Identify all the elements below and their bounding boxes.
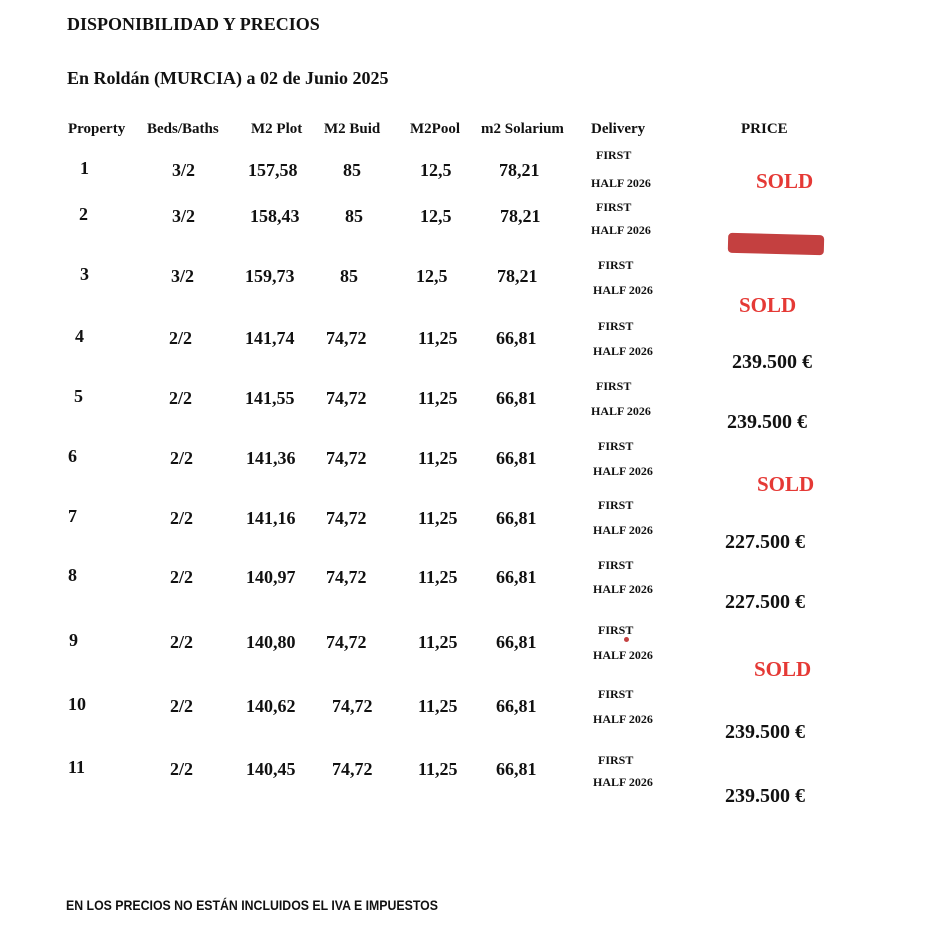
status-sold: SOLD bbox=[756, 169, 814, 193]
cell-m2-solarium: 66,81 bbox=[496, 567, 537, 587]
cell-m2-solarium: 66,81 bbox=[496, 328, 537, 348]
header-delivery: Delivery bbox=[591, 121, 646, 137]
cell-delivery-line1: FIRST bbox=[598, 753, 634, 767]
cell-m2-solarium: 66,81 bbox=[496, 508, 537, 528]
cell-m2-build: 74,72 bbox=[326, 508, 367, 528]
header-m2-build: M2 Buid bbox=[324, 121, 381, 137]
status-sold: SOLD bbox=[739, 293, 797, 317]
cell-m2-build: 74,72 bbox=[332, 696, 373, 716]
cell-delivery-line2: HALF 2026 bbox=[591, 223, 651, 237]
cell-m2-build: 85 bbox=[345, 206, 363, 226]
cell-m2-pool: 11,25 bbox=[418, 632, 458, 652]
cell-m2-pool: 12,5 bbox=[420, 206, 452, 226]
cell-delivery-line2: HALF 2026 bbox=[593, 712, 653, 726]
cell-m2-build: 74,72 bbox=[326, 567, 367, 587]
cell-delivery-line2: HALF 2026 bbox=[593, 775, 653, 789]
cell-m2-solarium: 78,21 bbox=[497, 266, 538, 286]
cell-beds-baths: 2/2 bbox=[170, 632, 194, 652]
cell-m2-pool: 11,25 bbox=[418, 448, 458, 468]
cell-property: 8 bbox=[68, 565, 77, 585]
cell-delivery-line1: FIRST bbox=[598, 319, 634, 333]
header-m2-pool: M2Pool bbox=[410, 121, 460, 137]
cell-delivery-line1: FIRST bbox=[598, 258, 634, 272]
cell-delivery-line2: HALF 2026 bbox=[593, 344, 653, 358]
cell-delivery-line2: HALF 2026 bbox=[593, 464, 653, 478]
cell-m2-plot: 141,55 bbox=[245, 388, 295, 408]
cell-m2-build: 85 bbox=[343, 160, 361, 180]
cell-property: 9 bbox=[69, 630, 78, 650]
cell-delivery-line1: FIRST bbox=[598, 439, 634, 453]
cell-m2-plot: 140,45 bbox=[246, 759, 296, 779]
cell-property: 10 bbox=[68, 694, 86, 714]
cell-m2-plot: 141,74 bbox=[245, 328, 295, 348]
cell-m2-plot: 140,80 bbox=[246, 632, 296, 652]
cell-m2-plot: 157,58 bbox=[248, 160, 298, 180]
cell-m2-solarium: 66,81 bbox=[496, 759, 537, 779]
cell-m2-build: 85 bbox=[340, 266, 358, 286]
cell-m2-pool: 11,25 bbox=[418, 508, 458, 528]
cell-m2-solarium: 78,21 bbox=[500, 206, 541, 226]
cell-beds-baths: 2/2 bbox=[170, 759, 194, 779]
cell-m2-solarium: 66,81 bbox=[496, 448, 537, 468]
cell-delivery-line2: HALF 2026 bbox=[593, 648, 653, 662]
cell-m2-plot: 140,97 bbox=[246, 567, 296, 587]
cell-m2-pool: 12,5 bbox=[420, 160, 452, 180]
cell-m2-plot: 140,62 bbox=[246, 696, 296, 716]
cell-beds-baths: 2/2 bbox=[170, 696, 194, 716]
cell-m2-pool: 11,25 bbox=[418, 759, 458, 779]
cell-delivery-line2: HALF 2026 bbox=[591, 404, 651, 418]
cell-m2-solarium: 66,81 bbox=[496, 696, 537, 716]
header-m2-solarium: m2 Solarium bbox=[481, 121, 564, 137]
document-title: DISPONIBILIDAD Y PRECIOS bbox=[67, 14, 320, 34]
status-sold: SOLD bbox=[754, 657, 812, 681]
cell-price: 239.500 € bbox=[732, 351, 812, 373]
redaction-mark bbox=[728, 233, 824, 256]
cell-m2-pool: 11,25 bbox=[418, 696, 458, 716]
cell-delivery-line1: FIRST bbox=[598, 498, 634, 512]
cell-delivery-line2: HALF 2026 bbox=[593, 582, 653, 596]
document-subtitle: En Roldán (MURCIA) a 02 de Junio 2025 bbox=[67, 68, 389, 88]
cell-beds-baths: 2/2 bbox=[170, 448, 194, 468]
cell-m2-solarium: 78,21 bbox=[499, 160, 540, 180]
cell-m2-build: 74,72 bbox=[332, 759, 373, 779]
cell-m2-pool: 11,25 bbox=[418, 567, 458, 587]
cell-delivery-line1: FIRST bbox=[598, 623, 634, 637]
cell-property: 3 bbox=[80, 264, 89, 284]
cell-m2-plot: 158,43 bbox=[250, 206, 300, 226]
cell-delivery-line2: HALF 2026 bbox=[591, 176, 651, 190]
status-sold: SOLD bbox=[757, 472, 815, 496]
cell-m2-plot: 141,16 bbox=[246, 508, 296, 528]
cell-price: 239.500 € bbox=[725, 721, 805, 743]
cell-delivery-line2: HALF 2026 bbox=[593, 283, 653, 297]
cell-beds-baths: 2/2 bbox=[169, 328, 193, 348]
cell-delivery-line1: FIRST bbox=[596, 148, 632, 162]
stray-dot bbox=[624, 637, 629, 642]
cell-m2-build: 74,72 bbox=[326, 328, 367, 348]
cell-m2-build: 74,72 bbox=[326, 388, 367, 408]
cell-property: 4 bbox=[75, 326, 84, 346]
cell-delivery-line1: FIRST bbox=[598, 687, 634, 701]
cell-property: 2 bbox=[79, 204, 88, 224]
cell-property: 6 bbox=[68, 446, 77, 466]
cell-delivery-line1: FIRST bbox=[598, 558, 634, 572]
cell-beds-baths: 3/2 bbox=[172, 160, 196, 180]
header-price: PRICE bbox=[741, 121, 788, 137]
cell-m2-solarium: 66,81 bbox=[496, 388, 537, 408]
cell-beds-baths: 2/2 bbox=[169, 388, 193, 408]
cell-property: 5 bbox=[74, 386, 83, 406]
cell-m2-pool: 11,25 bbox=[418, 388, 458, 408]
cell-delivery-line1: FIRST bbox=[596, 200, 632, 214]
cell-property: 1 bbox=[80, 158, 89, 178]
header-property: Property bbox=[68, 121, 126, 137]
cell-m2-pool: 11,25 bbox=[418, 328, 458, 348]
cell-beds-baths: 2/2 bbox=[170, 567, 194, 587]
cell-m2-plot: 159,73 bbox=[245, 266, 295, 286]
footer-note: EN LOS PRECIOS NO ESTÁN INCLUIDOS EL IVA E IMPUESTOS bbox=[66, 897, 438, 913]
cell-m2-pool: 12,5 bbox=[416, 266, 448, 286]
cell-m2-build: 74,72 bbox=[326, 448, 367, 468]
cell-price: 227.500 € bbox=[725, 591, 805, 613]
cell-m2-solarium: 66,81 bbox=[496, 632, 537, 652]
cell-beds-baths: 3/2 bbox=[172, 206, 196, 226]
cell-price: 227.500 € bbox=[725, 531, 805, 553]
cell-property: 7 bbox=[68, 506, 77, 526]
cell-m2-build: 74,72 bbox=[326, 632, 367, 652]
cell-delivery-line1: FIRST bbox=[596, 379, 632, 393]
header-m2-plot: M2 Plot bbox=[251, 121, 303, 137]
cell-price: 239.500 € bbox=[725, 785, 805, 807]
cell-property: 11 bbox=[68, 757, 86, 777]
cell-beds-baths: 2/2 bbox=[170, 508, 194, 528]
cell-beds-baths: 3/2 bbox=[171, 266, 195, 286]
cell-m2-plot: 141,36 bbox=[246, 448, 296, 468]
cell-delivery-line2: HALF 2026 bbox=[593, 523, 653, 537]
cell-price: 239.500 € bbox=[727, 411, 807, 433]
header-beds-baths: Beds/Baths bbox=[147, 121, 219, 137]
